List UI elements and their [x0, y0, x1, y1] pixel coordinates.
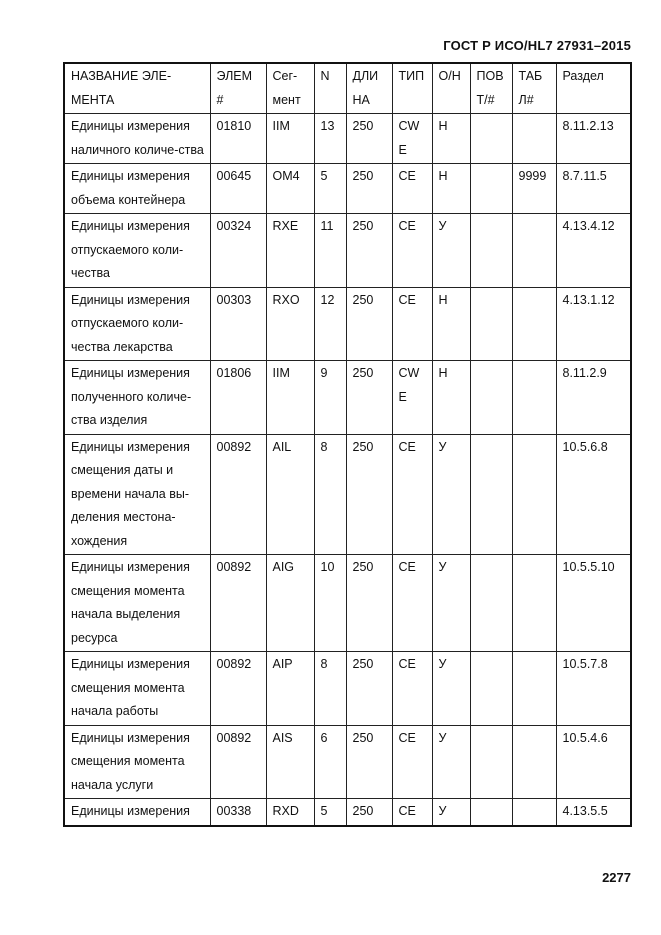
- cell-type: CW E: [392, 361, 432, 435]
- cell-segment: RXE: [266, 214, 314, 288]
- column-header-length: ДЛИ НА: [346, 63, 392, 114]
- column-header-n: N: [314, 63, 346, 114]
- cell-segment: AIL: [266, 434, 314, 555]
- cell-optionality: У: [432, 799, 470, 826]
- cell-repetition: [470, 214, 512, 288]
- cell-section: 10.5.5.10: [556, 555, 631, 652]
- cell-table-number: [512, 361, 556, 435]
- cell-table-number: [512, 652, 556, 726]
- document-id: ГОСТ Р ИСО/HL7 27931–2015: [443, 38, 631, 53]
- cell-table-number: [512, 555, 556, 652]
- cell-n: 9: [314, 361, 346, 435]
- cell-length: 250: [346, 164, 392, 214]
- cell-table-number: [512, 434, 556, 555]
- cell-segment: IIM: [266, 114, 314, 164]
- cell-name: Единицы измерения смещения даты и времени начала вы-деления местона-хождения: [64, 434, 210, 555]
- cell-length: 250: [346, 799, 392, 826]
- cell-optionality: У: [432, 555, 470, 652]
- cell-type: CE: [392, 434, 432, 555]
- column-header-section: Раздел: [556, 63, 631, 114]
- cell-name: Единицы измерения смещения момента начала услуги: [64, 725, 210, 799]
- cell-segment: AIP: [266, 652, 314, 726]
- cell-segment: AIS: [266, 725, 314, 799]
- cell-length: 250: [346, 114, 392, 164]
- cell-type: CE: [392, 555, 432, 652]
- cell-section: 8.7.11.5: [556, 164, 631, 214]
- cell-length: 250: [346, 214, 392, 288]
- column-header-type: ТИП: [392, 63, 432, 114]
- cell-name: Единицы измерения смещения момента начала выделения ресурса: [64, 555, 210, 652]
- table-row: [64, 652, 631, 726]
- cell-repetition: [470, 434, 512, 555]
- cell-segment: IIM: [266, 361, 314, 435]
- cell-table-number: [512, 114, 556, 164]
- cell-name: Единицы измерения полученного количе-ства изделия: [64, 361, 210, 435]
- cell-section: 8.11.2.13: [556, 114, 631, 164]
- cell-length: 250: [346, 652, 392, 726]
- cell-n: 8: [314, 434, 346, 555]
- cell-optionality: У: [432, 434, 470, 555]
- cell-element-number: 00645: [210, 164, 266, 214]
- cell-type: CE: [392, 652, 432, 726]
- column-header-name: НАЗВАНИЕ ЭЛЕ- МЕНТА: [64, 63, 210, 114]
- cell-optionality: Н: [432, 361, 470, 435]
- cell-length: 250: [346, 555, 392, 652]
- cell-length: 250: [346, 287, 392, 361]
- cell-type: CE: [392, 164, 432, 214]
- cell-element-number: 00338: [210, 799, 266, 826]
- table-row: [64, 799, 631, 826]
- cell-name: Единицы измерения смещения момента начала работы: [64, 652, 210, 726]
- cell-name: Единицы измерения отпускаемого коли-чества лекарства: [64, 287, 210, 361]
- cell-section: 8.11.2.9: [556, 361, 631, 435]
- cell-n: 13: [314, 114, 346, 164]
- cell-n: 5: [314, 799, 346, 826]
- cell-segment: AIG: [266, 555, 314, 652]
- cell-section: 10.5.6.8: [556, 434, 631, 555]
- cell-n: 5: [314, 164, 346, 214]
- cell-length: 250: [346, 361, 392, 435]
- cell-table-number: [512, 799, 556, 826]
- cell-n: 10: [314, 555, 346, 652]
- cell-n: 6: [314, 725, 346, 799]
- cell-optionality: Н: [432, 287, 470, 361]
- cell-table-number: [512, 725, 556, 799]
- cell-table-number: [512, 214, 556, 288]
- table-row: [64, 361, 631, 435]
- table-header-row: [64, 63, 631, 114]
- cell-type: CE: [392, 799, 432, 826]
- column-header-optionality: О/Н: [432, 63, 470, 114]
- table-row: [64, 114, 631, 164]
- cell-repetition: [470, 799, 512, 826]
- table-row: [64, 434, 631, 555]
- cell-element-number: 01806: [210, 361, 266, 435]
- cell-section: 4.13.4.12: [556, 214, 631, 288]
- cell-length: 250: [346, 434, 392, 555]
- cell-type: CW E: [392, 114, 432, 164]
- cell-type: CE: [392, 214, 432, 288]
- cell-optionality: У: [432, 725, 470, 799]
- cell-name: Единицы измерения наличного количе-ства: [64, 114, 210, 164]
- cell-element-number: 00892: [210, 555, 266, 652]
- column-header-table-number: ТАБ Л#: [512, 63, 556, 114]
- cell-element-number: 00324: [210, 214, 266, 288]
- cell-optionality: Н: [432, 114, 470, 164]
- cell-repetition: [470, 725, 512, 799]
- cell-repetition: [470, 652, 512, 726]
- cell-element-number: 00892: [210, 725, 266, 799]
- table-row: [64, 214, 631, 288]
- cell-n: 11: [314, 214, 346, 288]
- cell-name: Единицы измерения: [64, 799, 210, 826]
- cell-element-number: 01810: [210, 114, 266, 164]
- cell-type: CE: [392, 287, 432, 361]
- cell-optionality: Н: [432, 164, 470, 214]
- cell-segment: OM4: [266, 164, 314, 214]
- cell-section: 4.13.1.12: [556, 287, 631, 361]
- cell-name: Единицы измерения отпускаемого коли-чества: [64, 214, 210, 288]
- cell-length: 250: [346, 725, 392, 799]
- cell-table-number: 9999: [512, 164, 556, 214]
- cell-table-number: [512, 287, 556, 361]
- cell-element-number: 00892: [210, 652, 266, 726]
- cell-optionality: У: [432, 652, 470, 726]
- data-element-table: [63, 62, 632, 827]
- cell-section: 10.5.7.8: [556, 652, 631, 726]
- cell-element-number: 00892: [210, 434, 266, 555]
- column-header-element-number: ЭЛЕМ #: [210, 63, 266, 114]
- column-header-segment: Сег- мент: [266, 63, 314, 114]
- cell-repetition: [470, 164, 512, 214]
- cell-n: 12: [314, 287, 346, 361]
- cell-section: 4.13.5.5: [556, 799, 631, 826]
- table-row: [64, 287, 631, 361]
- cell-type: CE: [392, 725, 432, 799]
- table-row: [64, 725, 631, 799]
- column-header-repetition: ПОВ Т/#: [470, 63, 512, 114]
- cell-repetition: [470, 555, 512, 652]
- cell-section: 10.5.4.6: [556, 725, 631, 799]
- page-number: 2277: [602, 870, 631, 885]
- cell-repetition: [470, 361, 512, 435]
- cell-name: Единицы измерения объема контейнера: [64, 164, 210, 214]
- cell-repetition: [470, 114, 512, 164]
- cell-element-number: 00303: [210, 287, 266, 361]
- table-row: [64, 164, 631, 214]
- table-row: [64, 555, 631, 652]
- cell-segment: RXO: [266, 287, 314, 361]
- cell-repetition: [470, 287, 512, 361]
- cell-n: 8: [314, 652, 346, 726]
- cell-segment: RXD: [266, 799, 314, 826]
- cell-optionality: У: [432, 214, 470, 288]
